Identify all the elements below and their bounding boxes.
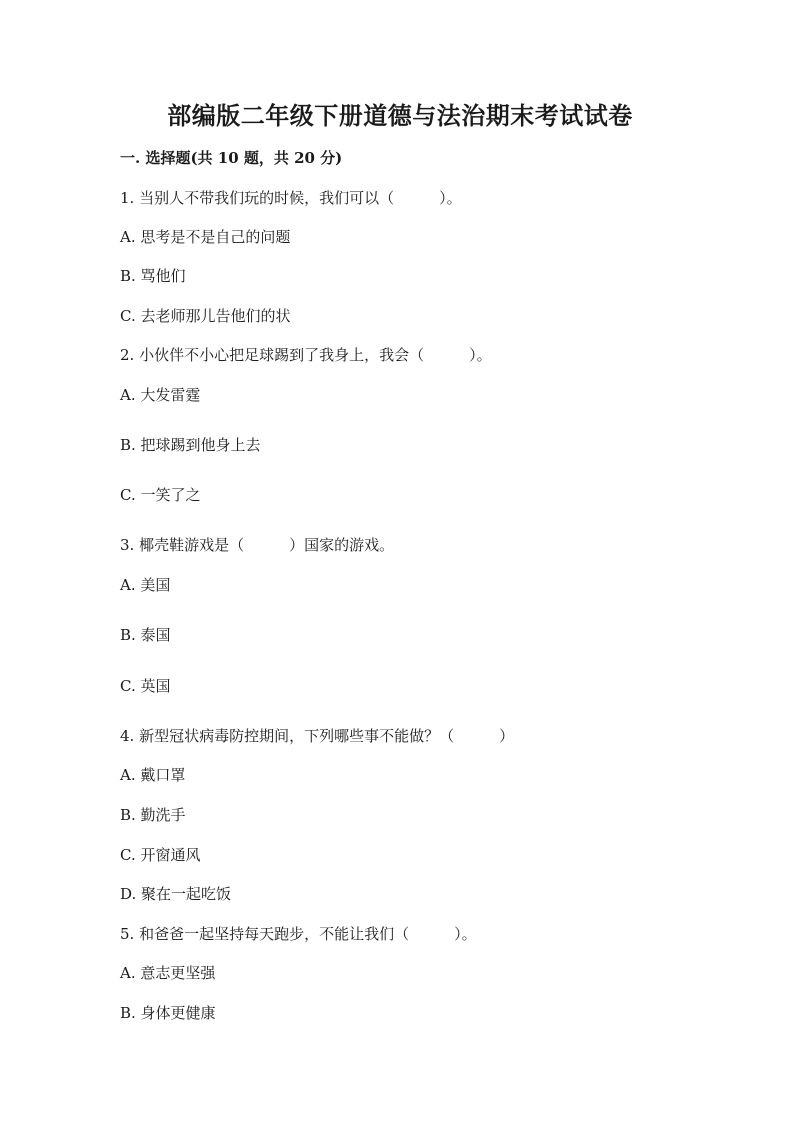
answer-option: B. 骂他们 xyxy=(120,267,186,285)
question-stem: 2. 小伙伴不小心把足球踢到了我身上，我会（ ）。 xyxy=(120,346,492,364)
answer-option: C. 开窗通风 xyxy=(120,846,201,864)
answer-option: D. 聚在一起吃饭 xyxy=(120,885,232,903)
answer-option: B. 把球踢到他身上去 xyxy=(120,436,261,454)
answer-option: C. 英国 xyxy=(120,677,171,695)
section-heading: 一. 选择题(共 10 题，共 20 分) xyxy=(120,149,343,167)
answer-option: A. 意志更坚强 xyxy=(120,964,216,982)
answer-option: A. 美国 xyxy=(120,576,171,594)
answer-option: C. 去老师那儿告他们的状 xyxy=(120,307,291,325)
question-stem: 1. 当别人不带我们玩的时候，我们可以（ ）。 xyxy=(120,189,462,207)
answer-option: A. 大发雷霆 xyxy=(120,386,201,404)
answer-option: B. 身体更健康 xyxy=(120,1004,216,1022)
question-stem: 3. 椰壳鞋游戏是（ ）国家的游戏。 xyxy=(120,536,395,554)
question-stem: 4. 新型冠状病毒防控期间，下列哪些事不能做？（ ） xyxy=(120,727,515,745)
question-stem: 5. 和爸爸一起坚持每天跑步，不能让我们（ ）。 xyxy=(120,925,477,943)
answer-option: A. 思考是不是自己的问题 xyxy=(120,228,291,246)
answer-option: B. 泰国 xyxy=(120,626,171,644)
page-title: 部编版二年级下册道德与法治期末考试试卷 xyxy=(167,101,633,130)
answer-option: A. 戴口罩 xyxy=(120,766,186,784)
answer-option: C. 一笑了之 xyxy=(120,486,201,504)
answer-option: B. 勤洗手 xyxy=(120,806,186,824)
